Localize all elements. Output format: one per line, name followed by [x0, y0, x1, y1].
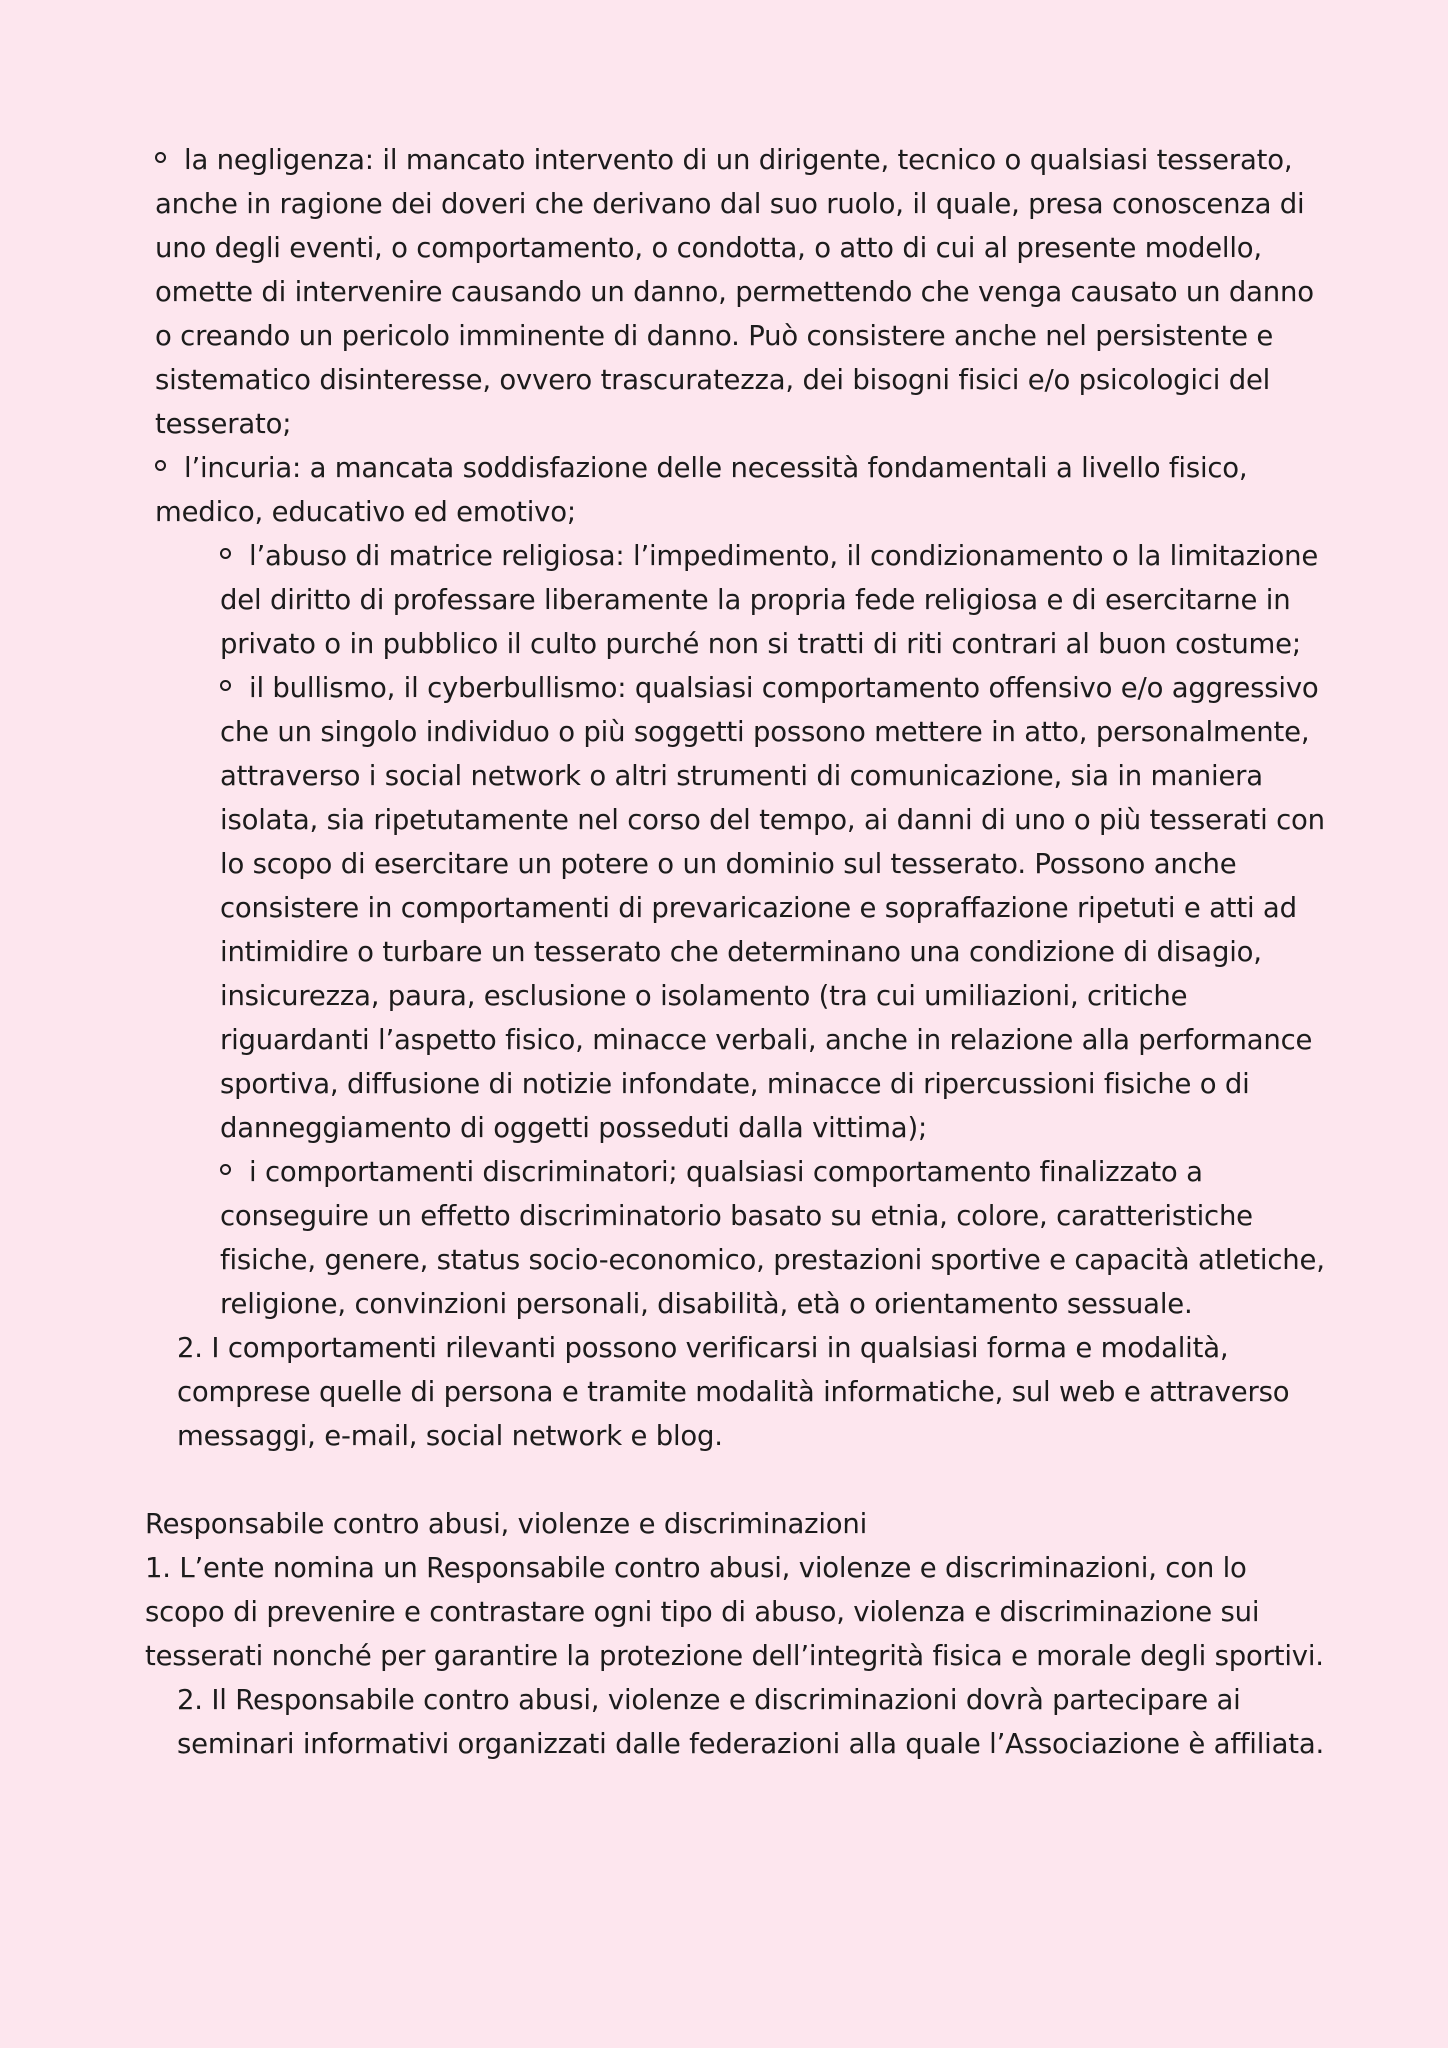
list-item-bullismo — [145, 666, 1325, 1150]
section-paragraph-1: 1. L’ente nomina un Responsabile contro abusi, violenze e discriminazioni, con lo scopo di prevenire e contrastare ogni tipo di abuso, violenza e discriminazione sui tesserati nonché per garantire la protezione dell’integrità fisica e morale degli sportivi. — [145, 1552, 1324, 1672]
list-item-text: l’abuso di matrice religiosa: l’impedimento, il condizionamento o la limitazione del diritto di professare liberamente la propria fede religiosa e di esercitarne in privato o in pubblico il culto purché non si tratti di riti contrari al buon costume; — [220, 540, 1319, 660]
section-spacer — [145, 1458, 1325, 1502]
numbered-paragraph-2: 2. I comportamenti rilevanti possono verificarsi in qualsiasi forma e modalità, comprese quelle di persona e tramite modalità informatiche, sul web e attraverso messaggi, e-mail, social network e blog. — [177, 1332, 1290, 1452]
list-item-abuso-religioso — [145, 534, 1325, 666]
list-item-text: la negligenza: il mancato intervento di un dirigente, tecnico o qualsiasi tesserato, anche in ragione dei doveri che derivano dal suo ruolo, il quale, presa conoscenza di uno degli eventi, o comportamento, o condotta, o atto di cui al presente modello, omette di intervenire causando un danno, permettendo che venga causato un danno o creando un pericolo imminente di danno. Può consistere anche nel persistente e sistematico disinteresse, ovvero trascuratezza, dei bisogni fisici e/o psicologici del tesserato; — [155, 144, 1314, 440]
list-item-text: il bullismo, il cyberbullismo: qualsiasi comportamento offensivo e/o aggressivo che un singolo individuo o più soggetti possono mettere in atto, personalmente, attraverso i social network o altri strumenti di comunicazione, sia in maniera isolata, sia ripetutamente nel corso del tempo, ai danni di uno o più tesserati con lo scopo di esercitare un potere o un dominio sul tesserato. Possono anche consistere in comportamenti di prevaricazione e sopraffazione ripetuti e atti ad intimidire o turbare un tesserato che determinano una condizione di disagio, insicurezza, paura, esclusione o isolamento (tra cui umiliazioni, critiche riguardanti l’aspetto fisico, minacce verbali, anche in relazione alla performance sportiva, diffusione di notizie infondate, minacce di ripercussioni fisiche o di danneggiamento di oggetti posseduti dalla vittima); — [220, 672, 1325, 1144]
bullet-icon — [220, 1164, 231, 1175]
bullet-icon — [220, 680, 231, 691]
list-item-discriminazione — [145, 1150, 1325, 1326]
list-item-negligenza — [145, 138, 1325, 446]
bullet-icon — [155, 460, 166, 471]
list-item-text: l’incuria: a mancata soddisfazione delle necessità fondamentali a livello fisico, medico, educativo ed emotivo; — [155, 452, 1248, 528]
section-paragraph-2: 2. Il Responsabile contro abusi, violenze e discriminazioni dovrà partecipare ai seminari informativi organizzati dalle federazioni alla quale l’Associazione è affiliata. — [177, 1684, 1325, 1760]
list-item-text: i comportamenti discriminatori; qualsiasi comportamento finalizzato a conseguire un effetto discriminatorio basato su etnia, colore, caratteristiche fisiche, genere, status socio-economico, prestazioni sportive e capacità atletiche, religione, convinzioni personali, disabilità, età o orientamento sessuale. — [220, 1156, 1325, 1320]
document-body — [145, 138, 1325, 1766]
section-heading: Responsabile contro abusi, violenze e discriminazioni — [145, 1508, 868, 1540]
bullet-icon — [155, 152, 166, 163]
bullet-icon — [220, 548, 231, 559]
list-item-incuria — [145, 446, 1325, 534]
